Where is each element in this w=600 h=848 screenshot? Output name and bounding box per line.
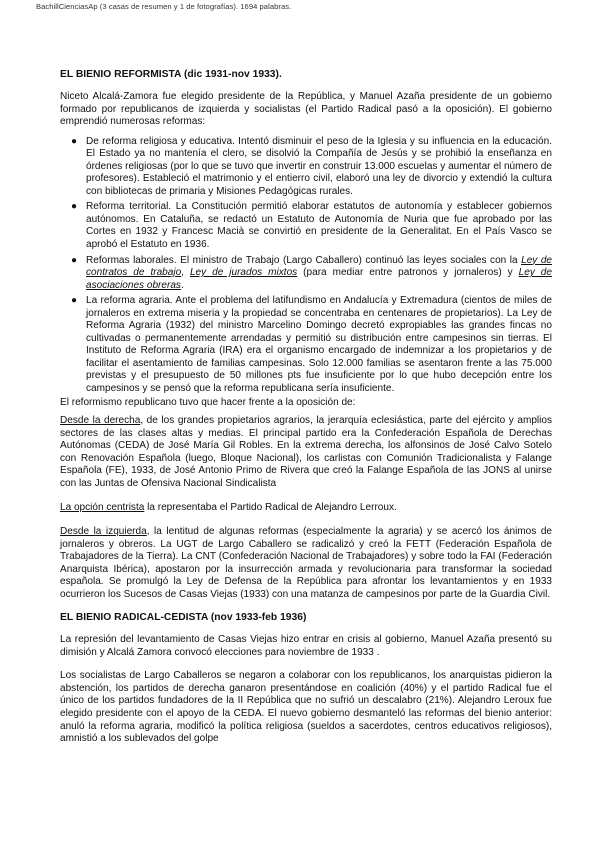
reforms-list [60, 136, 552, 396]
list-item [60, 136, 552, 199]
bullet-icon: ● [71, 295, 78, 307]
section-title-bienio-reformista: EL BIENIO REFORMISTA (dic 1931-nov 1933). [60, 69, 282, 80]
radical-cedista-paragraph-2: Los socialistas de Largo Caballeros se negaron a colaborar con los republicanos, los anarquistas pidieron la abstención, los partidos de derecha ganaron presentándose en coalición (40%) y el partido Radical fue el único de los partidos fundadores de la II República que no sufrió un descalabro (21%). Alejandro Leroux fue elegido presidente con el apoyo de la CEDA. El nuevo gobierno desmanteló las reformas del bienio anterior: anuló la reforma agraria, modificó la política religiosa (sueldos a sacerdotes, centros educativos religiosos), amnistió a los sublevados del golpe [60, 670, 552, 745]
law-asociaciones-obreras: Ley de asociaciones obreras [86, 267, 552, 291]
opposition-intro: El reformismo republicano tuvo que hacer frente a la oposición de: [60, 396, 356, 408]
intro-paragraph: Niceto Alcalá-Zamora fue elegido presidente de la República, y Manuel Azaña presidente de un gobierno formado por republicanos de izquierda y socialistas (el Partido Radical pasó a la oposición). El gobierno emprendió numerosas reformas: [60, 91, 552, 128]
reform-agraria-text: La reforma agraria. Ante el problema del latifundismo en Andalucía y Extremadura (cientos de miles de jornaleros en extrema miseria y la propiedad se concentraba en centenares de propietarios). La Ley de Reforma Agraria (1932) del ministro Marcelino Domingo decretó expropiables las grandes fincas no cultivadas o permanentemente arrendadas y permitió su distribución entre campesinos sin tierras. El Instituto de Reforma Agraria (IRA) era el organismo encargado de indemnizar a los propietarios y de facilitar el asentamiento de familias campesinas. Solo 12.000 familias se asentaron frente a las 75.000 previstas y el presupuesto de 50 millones pts fue insuficiente por lo que hubo decepción entre los campesinos y se pensó que la reforma republicana sería insuficiente. [86, 295, 552, 395]
opposition-left-label: Desde la izquierda [60, 525, 147, 537]
reform-laboral-end: . [180, 279, 184, 291]
opposition-right-label: Desde la derecha [60, 415, 141, 427]
opposition-left-text: , la lentitud de algunas reformas (especialmente la agraria) y se acercó los ánimos de jornaleros y obreros. La UGT de Largo Caballero se radicalizó y creó la FETT (Federación Española de Trabajadores de la Tierra). La CNT (Confederación Nacional de Trabajadores) y sobre todo la FAI (Federación Anarquista Ibérica), apostaron por la insurrección armada y revolucionaria para transformar la sociedad española. Se promulgó la Ley de Defensa de la República para afrontar los levantamientos y en 1933 ocurrieron los Sucesos de Casas Viejas (1933) con una matanza de campesinos por parte de la Guardia Civil. [60, 525, 552, 600]
radical-cedista-paragraph-1: La represión del levantamiento de Casas Viejas hizo entrar en crisis al gobierno, Manuel Azaña presentó su dimisión y Alcalá Zamora convocó elecciones para noviembre de 1933 . [60, 634, 552, 658]
opposition-right-text: , de los grandes propietarios agrarios, la jerarquía eclesiástica, parte del ejército y amplios sectores de las clases altas y medias. El principal partido era la Confederación Española de Derechas Autónomas (CEDA) de José María Gil Robles. En la extrema derecha, los alfonsinos de José Calvo Sotelo con Renovación Española (luego, Bloque Nacional), los carlistas con Comunión Tradicionalista y Falange Española (FE), 1933, de José Antonio Primo de Rivera que creó la Falange Española de las JONS al unirse con las Juntas de Ofensiva Nacional Sindicalista [60, 415, 552, 489]
opposition-center-label: La opción centrista [60, 502, 145, 514]
section-title-bienio-radical-cedista: EL BIENIO RADICAL-CEDISTA (nov 1933-feb 1936) [60, 612, 307, 624]
opposition-center-paragraph [60, 502, 552, 515]
list-item [60, 295, 552, 395]
document-body [60, 68, 552, 746]
law-contratos-trabajo: Ley de contratos de trabajo [86, 254, 552, 279]
opposition-left-paragraph [60, 526, 552, 601]
opposition-right-paragraph [60, 415, 552, 490]
document-header: BachillCienciasAp (3 casas de resumen y 1 de fotografías). 1694 palabras. [36, 2, 292, 11]
opposition-center-text: la representaba el Partido Radical de Alejandro Lerroux. [144, 502, 397, 514]
reform-territorial-text: Reforma territorial. La Constitución permitió elaborar estatutos de autonomía y establecer gobiernos autónomos. En Cataluña, se redactó un Estatuto de Autonomía de Nuria que fue aprobado por las Cortes en 1932 y Francesc Macià se convirtió en presidente de la Generalitat. En el País Vasco se aprobó el Estatuto en 1936. [86, 201, 552, 251]
law-separator: , [181, 267, 190, 279]
reform-laboral-text: Reformas laborales. El ministro de Trabajo (Largo Caballero) continuó las leyes sociales con la [86, 254, 522, 266]
law-jurados-mixtos: Ley de jurados mixtos [189, 267, 298, 279]
list-item [60, 201, 552, 251]
reform-religiosa-text: De reforma religiosa y educativa. Intentó disminuir el peso de la Iglesia y su influencia en la educación. El Estado ya no mantenía el clero, se disolvió la Compañía de Jesús y se prohibió la enseñanza en órdenes religiosas (por lo que se tuvo que invertir en construir 13.000 escuelas y aumentar el número de profesores). Estableció el matrimonio y el entierro civil, elaboró una ley de divorcio y extendió la cultura con bibliotecas de primaria y Misiones Pedagógicas rurales. [86, 135, 552, 197]
reform-laboral-middle: (para mediar entre patronos y jornaleros) y [297, 267, 519, 279]
list-item [60, 255, 552, 293]
bullet-icon: ● [71, 135, 78, 147]
bullet-icon: ● [71, 254, 78, 266]
bullet-icon: ● [71, 201, 78, 213]
